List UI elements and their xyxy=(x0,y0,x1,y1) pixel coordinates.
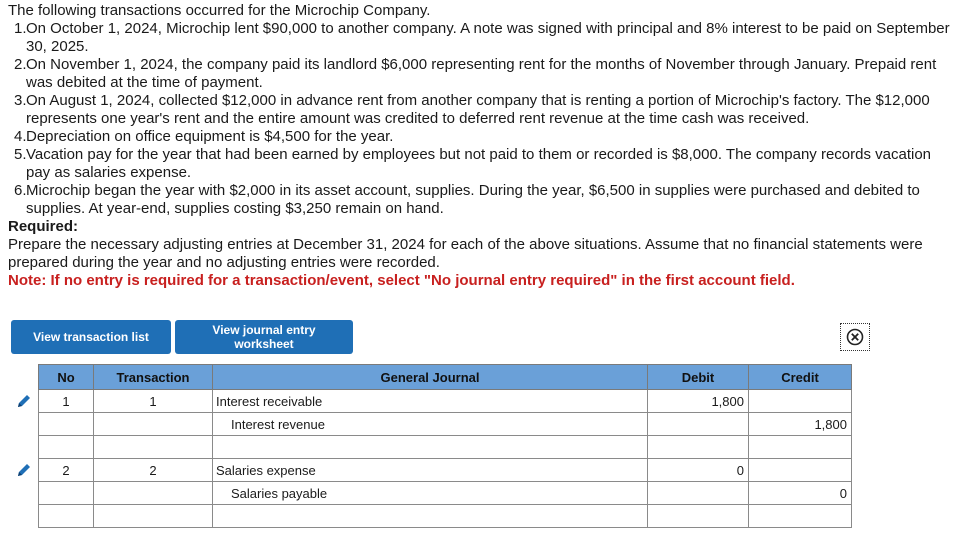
cell-account[interactable] xyxy=(213,436,648,459)
intro-text: The following transactions occurred for the Microchip Company. xyxy=(8,2,431,19)
journal-table xyxy=(38,364,852,528)
cell-no xyxy=(39,436,94,459)
cell-transaction: 1 xyxy=(94,390,213,413)
cell-credit[interactable] xyxy=(749,505,852,528)
cell-no xyxy=(39,482,94,505)
close-button[interactable] xyxy=(840,323,870,351)
header-no: No xyxy=(39,365,94,390)
table-row xyxy=(39,482,852,505)
header-transaction: Transaction xyxy=(94,365,213,390)
table-row xyxy=(39,436,852,459)
table-header-row xyxy=(39,365,852,390)
required-heading: Required: xyxy=(8,218,79,235)
transaction-item-3: 3. On August 1, 2024, collected $12,000 in advance rent from another company that is renting a portion of Microchip's factory. The $12,000 represents one year's rent and the entire amount was credited to deferred rent revenue at the time cash was received. xyxy=(8,92,954,128)
transaction-item-6: 6. Microchip began the year with $2,000 in its asset account, supplies. During the year, $6,500 in supplies were purchased and debited to supplies. At year-end, supplies costing $3,250 remain on hand. xyxy=(8,182,954,218)
header-debit: Debit xyxy=(648,365,749,390)
required-text: Prepare the necessary adjusting entries at December 31, 2024 for each of the above situations. Assume that no financial statements were prepared during the year and no adjusting entries were recorded. xyxy=(8,236,923,271)
table-row xyxy=(39,505,852,528)
note-text: Note: If no entry is required for a transaction/event, select "No journal entry required" in the first account field. xyxy=(8,272,795,289)
cell-credit[interactable]: 0 xyxy=(749,482,852,505)
item-text: Depreciation on office equipment is $4,500 for the year. xyxy=(26,128,394,145)
view-journal-worksheet-button[interactable]: View journal entry worksheet xyxy=(175,320,353,354)
cell-credit[interactable] xyxy=(749,390,852,413)
cell-debit[interactable] xyxy=(648,413,749,436)
cell-transaction xyxy=(94,505,213,528)
transaction-item-1: 1. On October 1, 2024, Microchip lent $90,000 to another company. A note was signed with principal and 8% interest to be paid on September 30, 2025. xyxy=(8,20,954,56)
item-text: On October 1, 2024, Microchip lent $90,000 to another company. A note was signed with principal and 8% interest to be paid on September 30, 2025. xyxy=(26,20,950,55)
cell-account[interactable]: Interest receivable xyxy=(213,390,648,413)
cell-account[interactable]: Salaries expense xyxy=(213,459,648,482)
cell-transaction xyxy=(94,436,213,459)
cell-debit[interactable] xyxy=(648,505,749,528)
cell-transaction xyxy=(94,413,213,436)
header-general-journal: General Journal xyxy=(213,365,648,390)
cell-debit[interactable]: 0 xyxy=(648,459,749,482)
cell-transaction: 2 xyxy=(94,459,213,482)
item-text: Vacation pay for the year that had been earned by employees but not paid to them or recorded is $8,000. The company records vacation pay as salaries expense. xyxy=(26,146,932,181)
pencil-icon[interactable] xyxy=(14,460,34,480)
header-credit: Credit xyxy=(749,365,852,390)
cell-credit[interactable]: 1,800 xyxy=(749,413,852,436)
cell-no xyxy=(39,413,94,436)
cell-no: 2 xyxy=(39,459,94,482)
close-circle-icon xyxy=(846,328,864,346)
transaction-item-4: 4. Depreciation on office equipment is $4,500 for the year. xyxy=(8,128,954,146)
view-transaction-list-button[interactable]: View transaction list xyxy=(11,320,171,354)
cell-credit[interactable] xyxy=(749,436,852,459)
cell-debit[interactable]: 1,800 xyxy=(648,390,749,413)
transaction-item-2: 2. On November 1, 2024, the company paid its landlord $6,000 representing rent for the months of November through January. Prepaid rent was debited at the time of payment. xyxy=(8,56,954,92)
cell-account[interactable]: Salaries payable xyxy=(213,482,648,505)
cell-account[interactable] xyxy=(213,505,648,528)
transaction-item-5: 5. Vacation pay for the year that had been earned by employees but not paid to them or recorded is $8,000. The company records vacation pay as salaries expense. xyxy=(8,146,954,182)
item-text: On November 1, 2024, the company paid its landlord $6,000 representing rent for the months of November through January. Prepaid rent was debited at the time of payment. xyxy=(26,56,937,91)
cell-credit[interactable] xyxy=(749,459,852,482)
table-row xyxy=(39,390,852,413)
item-text: On August 1, 2024, collected $12,000 in advance rent from another company that is renting a portion of Microchip's factory. The $12,000 represents one year's rent and the entire amount was credited to deferred rent revenue at the time cash was received. xyxy=(26,92,930,127)
cell-account[interactable]: Interest revenue xyxy=(213,413,648,436)
cell-debit[interactable] xyxy=(648,436,749,459)
problem-statement xyxy=(8,2,954,290)
item-text: Microchip began the year with $2,000 in its asset account, supplies. During the year, $6,500 in supplies were purchased and debited to supplies. At year-end, supplies costing $3,250 remain on hand. xyxy=(26,182,920,217)
table-row xyxy=(39,413,852,436)
transaction-items xyxy=(8,20,954,218)
pencil-icon[interactable] xyxy=(14,391,34,411)
cell-transaction xyxy=(94,482,213,505)
table-row xyxy=(39,459,852,482)
cell-no: 1 xyxy=(39,390,94,413)
cell-debit[interactable] xyxy=(648,482,749,505)
cell-no xyxy=(39,505,94,528)
